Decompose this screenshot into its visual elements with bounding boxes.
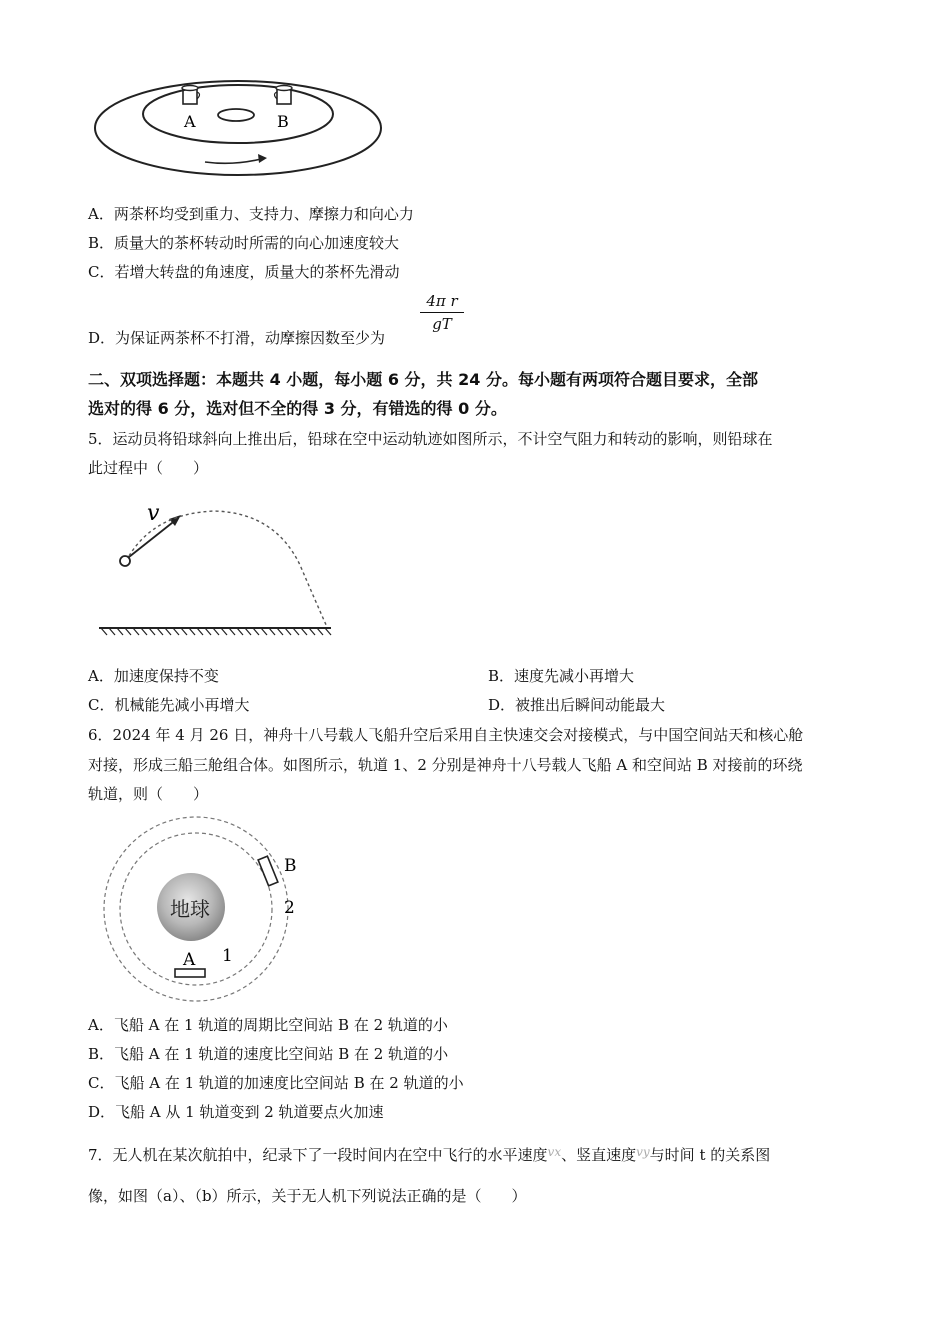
trajectory-curve [129, 511, 327, 627]
q6-stem-line3: 轨道，则（ ） [88, 785, 209, 803]
rotation-arrow-icon [205, 154, 267, 163]
inner-disc [143, 85, 333, 143]
orbit-figure [100, 815, 310, 1005]
cup-b-icon [275, 86, 293, 105]
shotput-ball-icon [120, 556, 130, 566]
q5-option-b: B．速度先减小再增大 [488, 667, 635, 685]
turntable-figure [90, 78, 390, 188]
q6-option-c: C．飞船 A 在 1 轨道的加速度比空间站 B 在 2 轨道的小 [88, 1074, 464, 1092]
orbit-1-label: 1 [222, 946, 233, 966]
q5-option-a: A．加速度保持不变 [88, 667, 219, 685]
q4-option-a: A．两茶杯均受到重力、支持力、摩擦力和向心力 [88, 205, 414, 223]
space-station-b-label: B [284, 856, 297, 876]
vy-symbol: vy [636, 1145, 650, 1159]
earth-label: 地球 [170, 897, 210, 921]
q7-stem-line2: 像，如图（a）、（b）所示，关于无人机下列说法正确的是（ ） [88, 1187, 527, 1205]
q4-option-c: C．若增大转盘的角速度，质量大的茶杯先滑动 [88, 263, 400, 281]
center-hole [218, 109, 254, 121]
q5-stem-line2: 此过程中（ ） [88, 459, 209, 477]
velocity-label: v [147, 501, 160, 526]
q6-stem-line2: 对接，形成三船三舱组合体。如图所示，轨道 1、2 分别是神舟十八号载人飞船 A 和空间站 B 对接前的环绕 [88, 756, 803, 774]
spacecraft-a-icon [175, 969, 205, 977]
q7-line1-mid: 、竖直速度 [561, 1146, 637, 1164]
section2-heading-line2: 选对的得 6 分，选对但不全的得 3 分，有错选的得 0 分。 [88, 399, 507, 418]
q6-option-b: B．飞船 A 在 1 轨道的速度比空间站 B 在 2 轨道的小 [88, 1045, 449, 1063]
q6-option-d: D．飞船 A 从 1 轨道变到 2 轨道要点火加速 [88, 1103, 384, 1121]
q4-option-d-fraction [420, 290, 464, 335]
q4-option-d: D．为保证两茶杯不打滑，动摩擦因数至少为 [88, 329, 386, 347]
fraction-denominator: gT [432, 315, 452, 333]
vx-symbol: vx [547, 1145, 562, 1159]
cup-a-icon [182, 86, 200, 105]
spacecraft-a-label: A [183, 950, 196, 970]
section2-heading-line1: 二、双项选择题：本题共 4 小题，每小题 6 分，共 24 分。每小题有两项符合题目要求，全部 [88, 370, 758, 389]
q4-option-b: B．质量大的茶杯转动时所需的向心加速度较大 [88, 234, 400, 252]
q5-option-c: C．机械能先减小再增大 [88, 696, 250, 714]
orbit-2-label: 2 [284, 898, 295, 918]
q7-line1-pre: 7．无人机在某次航拍中，纪录下了一段时间内在空中飞行的水平速度 [88, 1146, 548, 1164]
q6-stem-line1: 6．2024 年 4 月 26 日，神舟十八号载人飞船升空后采用自主快速交会对接模式，与中国空间站天和核心舱 [88, 726, 804, 744]
fraction-numerator: 4π r [420, 290, 464, 313]
outer-disc [95, 81, 381, 175]
cup-b-label: B [277, 112, 289, 131]
q5-option-d: D．被推出后瞬间动能最大 [488, 696, 666, 714]
q7-stem-line1 [88, 1142, 770, 1165]
q5-stem-line1: 5．运动员将铅球斜向上推出后，铅球在空中运动轨迹如图所示，不计空气阻力和转动的影响，则铅球在 [88, 430, 773, 448]
shotput-figure [95, 495, 340, 640]
q6-option-a: A．飞船 A 在 1 轨道的周期比空间站 B 在 2 轨道的小 [88, 1016, 448, 1034]
q7-line1-post: 与时间 t 的关系图 [649, 1146, 771, 1164]
cup-a-label: A [184, 112, 196, 131]
ground-hatch [101, 628, 331, 635]
